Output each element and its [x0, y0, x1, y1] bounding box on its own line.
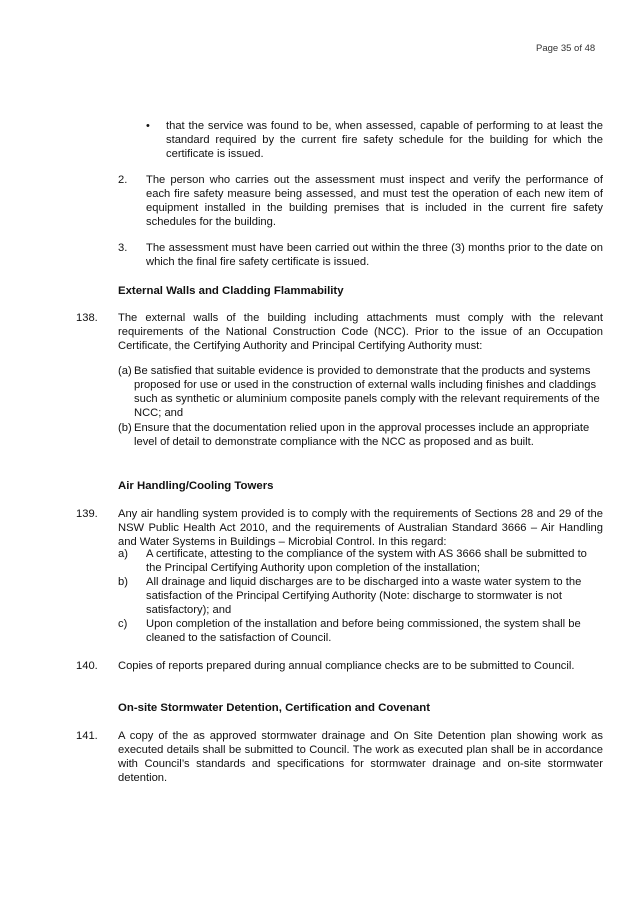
- item-paragraph-2: The person who carries out the assessment must inspect and verify the performance of each fire safety measure being assessed, and must test the operation of each new item of equipment installed in the building premises that is included in the current fire safety schedules for the building.: [146, 174, 603, 228]
- subclause-label-a: a): [118, 548, 128, 560]
- section-heading-air-handling: Air Handling/Cooling Towers: [118, 480, 274, 492]
- condition-text-139: Any air handling system provided is to comply with the requirements of Sections 28 and 29 of the NSW Public Health Act 2010, and the requirements of Australian Standard 3666 – Air Handling and Water Systems in Buildings – Microbial Control. In this regard:: [118, 508, 603, 548]
- section-heading-onsite-stormwater: On-site Stormwater Detention, Certification and Covenant: [118, 702, 431, 714]
- section-heading-external-walls: External Walls and Cladding Flammability: [118, 285, 344, 297]
- condition-number-139: 139.: [76, 508, 98, 520]
- item-paragraph-3: The assessment must have been carried out within the three (3) months prior to the date on which the final fire safety certificate is issued.: [146, 242, 603, 268]
- subclause-label-b: b): [118, 576, 128, 588]
- bullet-marker: •: [146, 120, 150, 132]
- subclause-label-c: c): [118, 618, 128, 630]
- subclause-label-b: (b): [118, 422, 132, 434]
- subclause-text-a: Be satisfied that suitable evidence is provided to demonstrate that the products and systems proposed for use or used in the construction of external walls including finishes and claddings such as synthetic or aluminium composite panels comply with the relevant requirements of the NCC; and: [134, 365, 600, 419]
- item-number-3: 3.: [118, 242, 128, 254]
- condition-text-138: The external walls of the building including attachments must comply with the relevant requirements of the National Construction Code (NCC). Prior to the issue of an Occupation Certificate, the Certifying Authority and Principal Certifying Authority must:: [118, 312, 603, 352]
- page-number: Page 35 of 48: [536, 43, 596, 54]
- condition-text-141: A copy of the as approved stormwater drainage and On Site Detention plan showing work as executed details shall be submitted to Council. The work as executed plan shall be in accordance with Council’s standards and specifications for stormwater drainage and on-site stormwater detention.: [118, 730, 603, 784]
- condition-number-141: 141.: [76, 730, 98, 742]
- condition-number-138: 138.: [76, 312, 98, 324]
- condition-text-140: Copies of reports prepared during annual compliance checks are to be submitted to Council.: [118, 660, 575, 672]
- item-number-2: 2.: [118, 174, 128, 186]
- subclause-label-a: (a): [118, 365, 132, 377]
- subclause-text-b: All drainage and liquid discharges are to be discharged into a waste water system to the satisfaction of the Principal Certifying Authority (Note: discharge to stormwater is not satisfactory); and: [146, 576, 582, 616]
- bullet-paragraph: that the service was found to be, when assessed, capable of performing to at least the standard required by the current fire safety schedule for the building for which the certificate is issued.: [166, 120, 603, 160]
- subclause-text-a: A certificate, attesting to the compliance of the system with AS 3666 shall be submitted to the Principal Certifying Authority upon completion of the installation;: [146, 548, 587, 574]
- subclause-text-c: Upon completion of the installation and before being commissioned, the system shall be cleaned to the satisfaction of Council.: [146, 618, 581, 644]
- condition-number-140: 140.: [76, 660, 98, 672]
- subclause-text-b: Ensure that the documentation relied upon in the approval processes include an appropriate level of detail to demonstrate compliance with the NCC as proposed and as built.: [134, 422, 590, 448]
